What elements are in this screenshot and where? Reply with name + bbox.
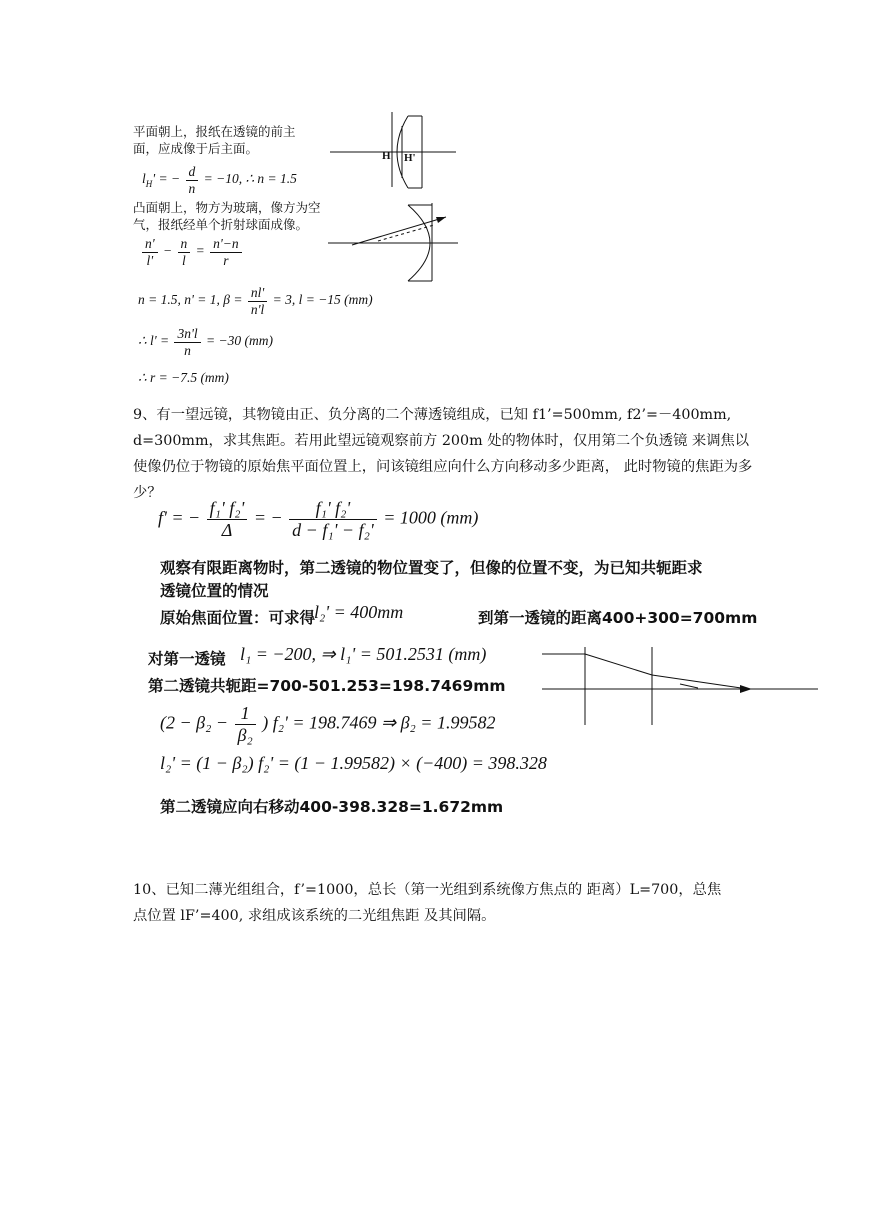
diagram-plano-convex-lens-principal-planes — [330, 112, 460, 192]
label-H-prime: H' — [404, 152, 416, 164]
equation-beta2: (2 − β₂ − $\frac{1}{\text{β₂}}$ ) f₂' = 198.7469 ⇒ β₂ = 1.99582 — [160, 703, 496, 745]
equation-image-distance: ∴ l' = $\frac{3n'l}{n}$ = −30 (mm) — [138, 326, 273, 358]
text-flat-side-up-line2: 面，应成像于后主面。 — [133, 141, 259, 156]
equation-radius: ∴ r = −7.5 (mm) — [138, 370, 229, 385]
text-first-lens-label: 对第一透镜 — [148, 650, 226, 668]
text-convex-side-up-line2: 气，报纸经单个折射球面成像。 — [133, 217, 309, 232]
equation-original-focus: l₂' = 400mm — [314, 602, 404, 622]
equation-focal-length: f' = − $\frac{\text{f₁' f₂'}}{\Delta}$ = − $\frac{\text{f₁' f₂'}}{\text{d − f₁' − f₂'}}$ = 1000 (mm) — [158, 498, 479, 540]
diagram-two-lens-ray — [540, 642, 825, 727]
text-distance-to-first-lens: 到第一透镜的距离400+300=700mm — [478, 609, 758, 627]
equation-refraction-formula: $\frac{n'}{l'}$ − $\frac{n}{l}$ = $\frac{n'-n}{r}$ — [140, 236, 244, 268]
text-original-focus-label: 原始焦面位置：可求得 — [160, 609, 316, 627]
equation-principal-plane: $l_H'$ = − $\frac{d}{n}$ = −10, ∴ n = 1.5 — [142, 164, 297, 196]
label-H: H — [382, 150, 391, 162]
equation-l2-prime: l₂' = (1 − β₂) f₂' = (1 − 1.99582) × (−400) = 398.328 — [160, 753, 547, 773]
text-finite-distance-line1: 观察有限距离物时，第二透镜的物位置变了，但像的位置不变，为已知共轭距求 — [160, 559, 703, 577]
equation-first-lens: l₁ = −200, ⇒ l₁' = 501.2531 (mm) — [240, 644, 487, 664]
problem-9-text: 9、有一望远镜，其物镜由正、负分离的二个薄透镜组成，已知 f1’=500mm, f2’=－400mm, d=300mm，求其焦距。若用此望远镜观察前方 200m 处的物体时，仅用第二个负透镜 来调焦以使像仍位于物镜的原始焦平面位置上，问该镜组应向什么方向移动多少距离， 此时物镜的焦距为多少？ — [133, 407, 753, 501]
text-finite-distance-line2: 透镜位置的情况 — [160, 582, 269, 600]
diagram-spherical-refracting-surface — [328, 203, 463, 283]
text-flat-side-up-line1: 平面朝上，报纸在透镜的前主 — [133, 124, 296, 139]
text-convex-side-up-line1: 凸面朝上，物方为玻璃，像方为空 — [133, 200, 321, 215]
text-answer-move-right: 第二透镜应向右移动400-398.328=1.672mm — [160, 798, 504, 816]
text-second-lens-conjugate: 第二透镜共轭距=700-501.253=198.7469mm — [148, 677, 506, 695]
problem-10-text: 10、已知二薄光组组合，f’=1000，总长（第一光组到系统像方焦点的 距离）L=700，总焦点位置 lF’=400, 求组成该系统的二光组焦距 及其间隔。 — [133, 882, 722, 924]
equation-magnification: n = 1.5, n' = 1, β = $\frac{nl'}{n'l}$ = 3, l = −15 (mm) — [138, 285, 373, 317]
